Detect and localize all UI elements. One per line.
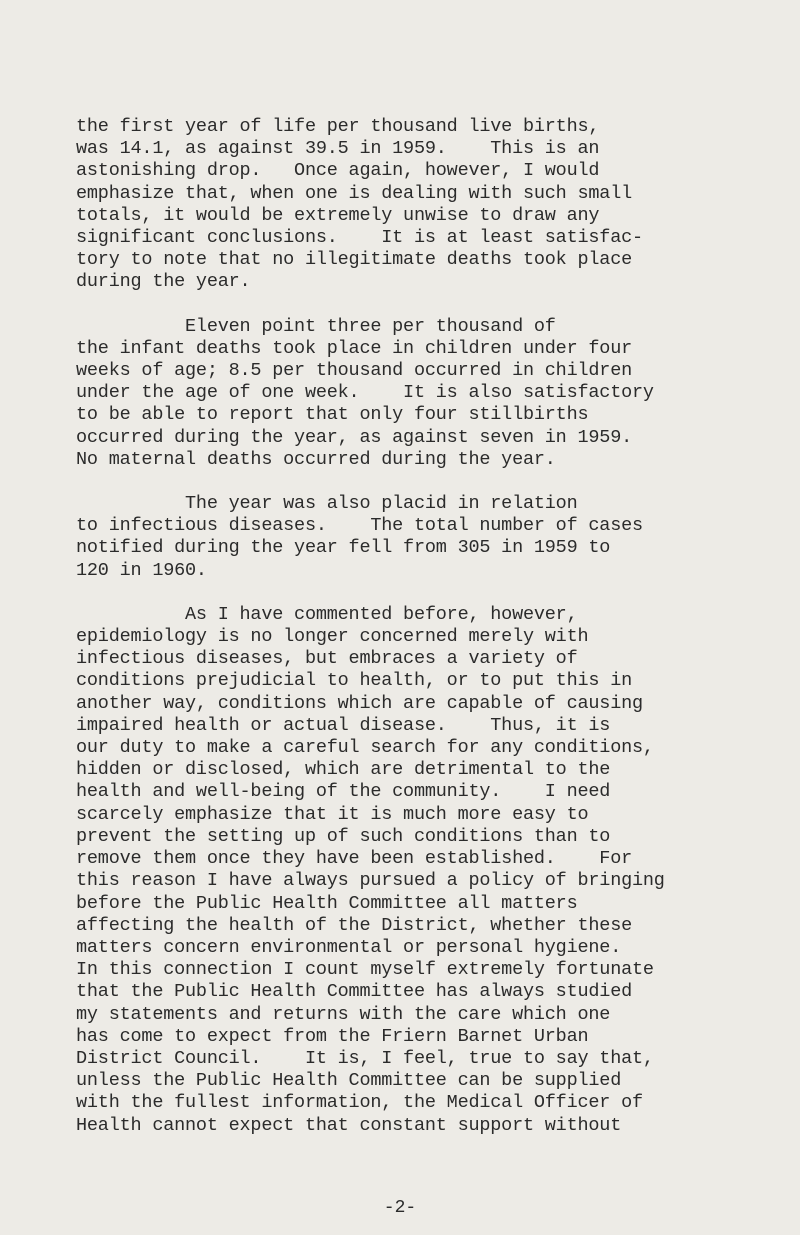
document-body bbox=[76, 116, 776, 1137]
paragraph-infectious-diseases: The year was also placid in relation to infectious diseases. The total number of cases notified during the year fell from 305 in 1959 to 120 in 1960. bbox=[76, 493, 643, 581]
paragraph-epidemiology: As I have commented before, however, epidemiology is no longer concerned merely with infectious diseases, but embraces a variety of conditions prejudicial to health, or to put this in another way, conditions which are capable of causing impaired health or actual disease. Thus, it is our duty to make a careful search for any conditions, hidden or disclosed, which are detrimental to the health and well-being of the community. I need scarcely emphasize that it is much more easy to prevent the setting up of such conditions than to remove them once they have been established. For this reason I have always pursued a policy of bringing before the Public Health Committee all matters affecting the health of the District, whether these matters concern environmental or personal hygiene. In this connection I count myself extremely fortunate that the Public Health Committee has always studied my statements and returns with the care which one has come to expect from the Friern Barnet Urban District Council. It is, I feel, true to say that, unless the Public Health Committee can be supplied with the fullest information, the Medical Officer of Health cannot expect that constant support without bbox=[76, 603, 665, 1136]
paragraph-infant-mortality: the first year of life per thousand live births, was 14.1, as against 39.5 in 1959. This is an astonishing drop. Once again, however, I would emphasize that, when one is dealing with such small totals, it would be extremely unwise to draw any significant conclusions. It is at least satisfac- tory to note that no illegitimate deaths took place during the year. bbox=[76, 116, 643, 293]
paragraph-neonatal-deaths: Eleven point three per thousand of the infant deaths took place in children under four weeks of age; 8.5 per thousand occurred in children under the age of one week. It is also satisfactory to be able to report that only four stillbirths occurred during the year, as against seven in 1959. No maternal deaths occurred during the year. bbox=[76, 315, 654, 470]
page-number: -2- bbox=[383, 1198, 417, 1218]
